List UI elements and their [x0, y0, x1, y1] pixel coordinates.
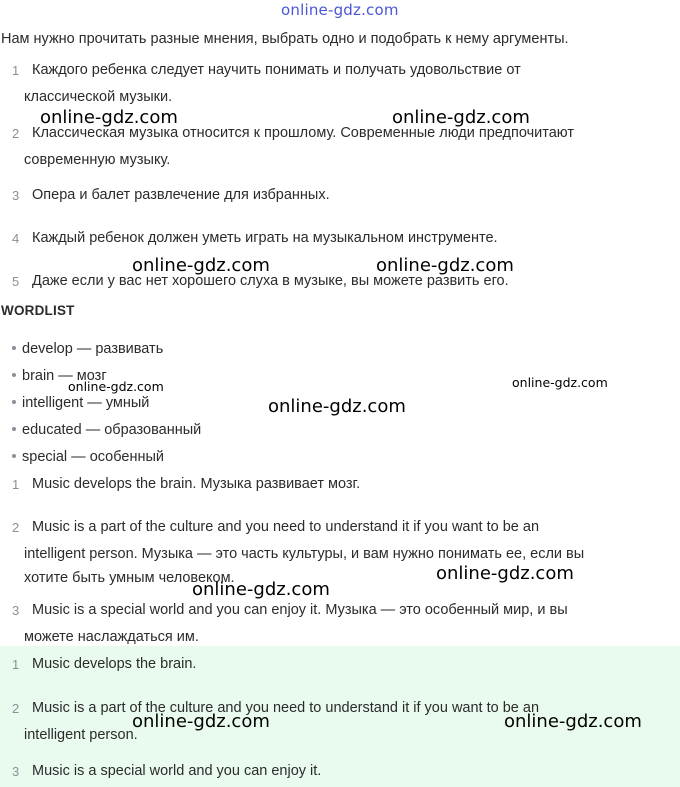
wordlist-item — [12, 393, 149, 413]
item-text-line: Каждого ребенка следует научить понимать и получать удовольствие от — [32, 62, 521, 78]
item-text-line: хотите быть умным человеком. — [24, 570, 235, 586]
bullet-icon — [12, 427, 16, 431]
wordlist-text: special — особенный — [22, 449, 164, 465]
item-text-line: классической музыки. — [24, 89, 173, 105]
item-number: 2 — [12, 126, 20, 141]
item-number: 2 — [12, 520, 20, 535]
watermark: online-gdz.com — [376, 255, 514, 276]
item-text-line: современную музыку. — [24, 152, 171, 168]
item-number: 3 — [12, 603, 20, 618]
item-number: 3 — [12, 188, 20, 203]
item-text-line: Даже если у вас нет хорошего слуха в музыке, вы можете развить его. — [32, 273, 509, 289]
opinion-item-2 — [0, 120, 670, 174]
item-number: 1 — [12, 657, 20, 672]
item-number: 2 — [12, 701, 20, 716]
watermark: online-gdz.com — [436, 563, 574, 584]
item-text-line: Music develops the brain. Музыка развивает мозг. — [32, 476, 361, 492]
wordlist-text: educated — образованный — [22, 422, 202, 438]
watermark: online-gdz.com — [268, 396, 406, 417]
item-text-line: Music is a part of the culture and you need to understand it if you want to be an — [32, 519, 540, 535]
bullet-icon — [12, 346, 16, 350]
item-number: 4 — [12, 231, 20, 246]
bullet-icon — [12, 373, 16, 377]
watermark: online-gdz.com — [68, 379, 164, 394]
watermark: online-gdz.com — [132, 711, 270, 732]
watermark: online-gdz.com — [512, 375, 608, 390]
item-text-line: Music develops the brain. — [32, 656, 197, 672]
item-text-line: Music is a special world and you can enjoy it. Музыка — это особенный мир, и вы — [32, 602, 568, 618]
watermark: online-gdz.com — [392, 107, 530, 128]
watermark: online-gdz.com — [192, 579, 330, 600]
item-text-line: Классическая музыка относится к прошлому. Современные люди предпочитают — [32, 125, 574, 141]
item-text-line: Music is a part of the culture and you need to understand it if you want to be an — [32, 700, 540, 716]
argument-item-1 — [0, 471, 670, 498]
item-text-line: Каждый ребенок должен уметь играть на музыкальном инструменте. — [32, 230, 498, 246]
wordlist-text: intelligent — умный — [22, 395, 150, 411]
item-text-line: можете наслаждаться им. — [24, 629, 199, 645]
intro-text: Нам нужно прочитать разные мнения, выбрать одно и подобрать к нему аргументы. — [1, 31, 569, 47]
opinion-item-1 — [0, 57, 670, 111]
opinion-item-4 — [0, 225, 670, 252]
wordlist-text: develop — развивать — [22, 341, 164, 357]
item-number: 5 — [12, 274, 20, 289]
item-text-line: Опера и балет развлечение для избранных. — [32, 187, 330, 203]
argument-item-3 — [0, 597, 670, 651]
wordlist-item — [12, 447, 164, 467]
opinion-item-3 — [0, 182, 670, 209]
item-number: 3 — [12, 764, 20, 779]
wordlist-item — [12, 420, 201, 440]
item-number: 1 — [12, 477, 20, 492]
wordlist-heading: WORDLIST — [1, 303, 75, 318]
bullet-icon — [12, 454, 16, 458]
opinion-item-5 — [0, 268, 670, 295]
watermark: online-gdz.com — [132, 255, 270, 276]
watermark: online-gdz.com — [40, 107, 178, 128]
wordlist-text: brain — мозг — [22, 368, 107, 384]
watermark: online-gdz.com — [504, 711, 642, 732]
item-text-line: intelligent person. Музыка — это часть культуры, и вам нужно понимать ее, если вы — [24, 546, 585, 562]
item-text-line: intelligent person. — [24, 727, 138, 743]
wordlist-item — [12, 339, 163, 359]
answer-item-1 — [0, 651, 670, 678]
item-text-line: Music is a special world and you can enjoy it. — [32, 763, 322, 779]
bullet-icon — [12, 400, 16, 404]
answer-item-3 — [0, 758, 670, 785]
watermark-top: online-gdz.com — [281, 1, 399, 19]
item-number: 1 — [12, 63, 20, 78]
